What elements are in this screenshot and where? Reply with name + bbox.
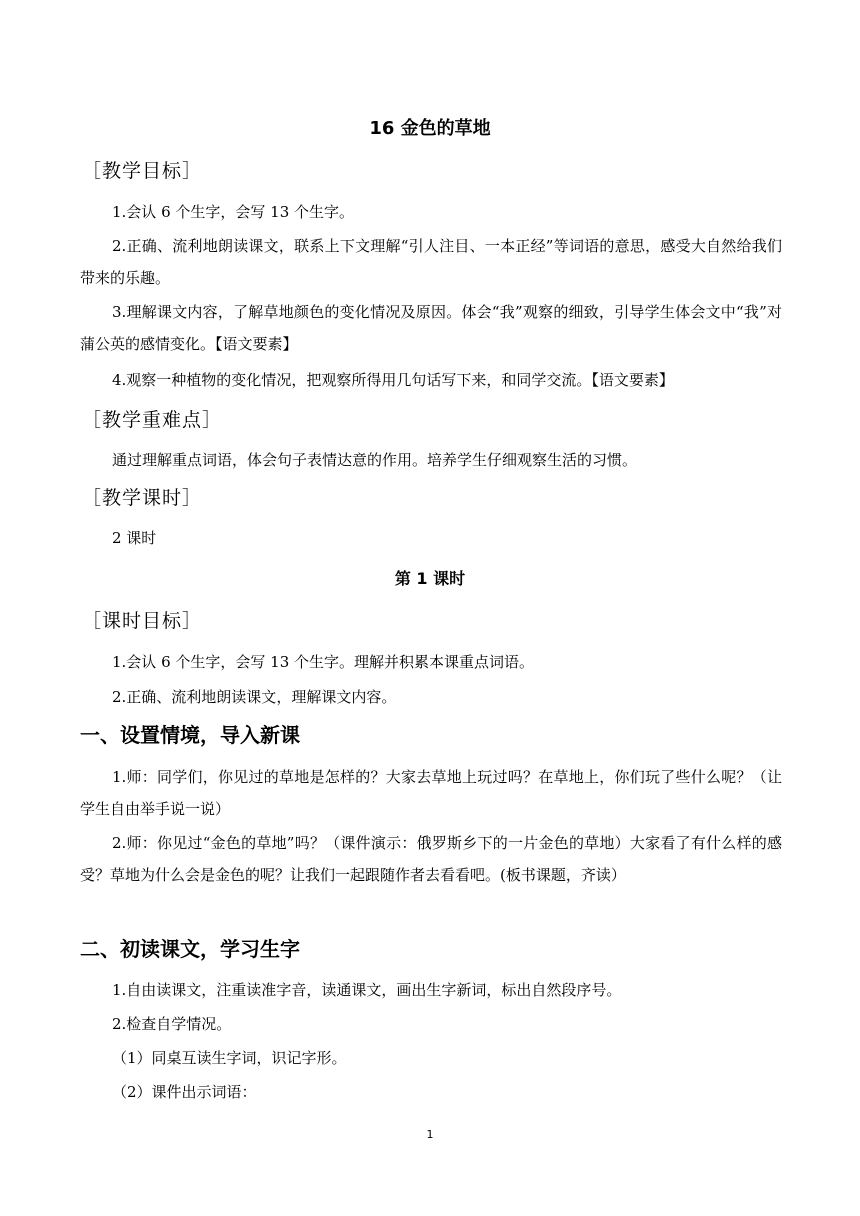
- hours-text: 2 课时: [112, 529, 157, 547]
- objective-2: 2.正确、流利地朗读课文，联系上下文理解“引人注目、一本正经”等词语的意思，感受大自然给我们带来的乐趣。: [80, 237, 782, 287]
- part1-item-2: 2.师：你见过“金色的草地”吗？（课件演示：俄罗斯乡下的一片金色的草地）大家看了有什么样的感受？草地为什么会是金色的呢？让我们一起跟随作者去看看吧。(板书课题，齐读）: [80, 834, 782, 884]
- key-points-text: 通过理解重点词语，体会句子表情达意的作用。培养学生仔细观察生活的习惯。: [112, 451, 638, 469]
- part1-heading: 一、设置情境，导入新课: [80, 723, 300, 747]
- part1-item-1: 1.师：同学们，你见过的草地是怎样的？大家去草地上玩过吗？在草地上，你们玩了些什么呢？（让学生自由举手说一说）: [80, 768, 782, 818]
- page-title: 16 金色的草地: [369, 118, 491, 139]
- part2-heading: 二、初读课文，学习生字: [80, 937, 300, 961]
- key-points-heading: ［教学重难点］: [82, 409, 223, 431]
- lesson1-title: 第 1 课时: [394, 569, 466, 588]
- part2-item-3: （1）同桌互读生字词，识记字形。: [112, 1049, 347, 1067]
- part2-item-4: （2）课件出示词语：: [112, 1083, 257, 1101]
- part2-item-2: 2.检查自学情况。: [112, 1015, 232, 1033]
- part2-item-1: 1.自由读课文，注重读准字音，读通课文，画出生字新词，标出自然段序号。: [112, 981, 622, 999]
- objectives-heading: ［教学目标］: [82, 160, 203, 182]
- lesson1-objectives-heading: ［课时目标］: [82, 610, 203, 632]
- lesson1-objective-1: 1.会认 6 个生字，会写 13 个生字。理解并积累本课重点词语。: [112, 653, 535, 671]
- lesson1-objective-2: 2.正确、流利地朗读课文，理解课文内容。: [112, 688, 397, 706]
- objective-4: 4.观察一种植物的变化情况，把观察所得用几句话写下来，和同学交流。【语文要素】: [112, 371, 674, 389]
- objective-3: 3.理解课文内容，了解草地颜色的变化情况及原因。体会“我”观察的细致，引导学生体会文中“我”对蒲公英的感情变化。【语文要素】: [80, 303, 782, 353]
- hours-heading: ［教学课时］: [82, 487, 203, 509]
- page-number: 1: [426, 1128, 434, 1141]
- objective-1: 1.会认 6 个生字，会写 13 个生字。: [112, 203, 355, 221]
